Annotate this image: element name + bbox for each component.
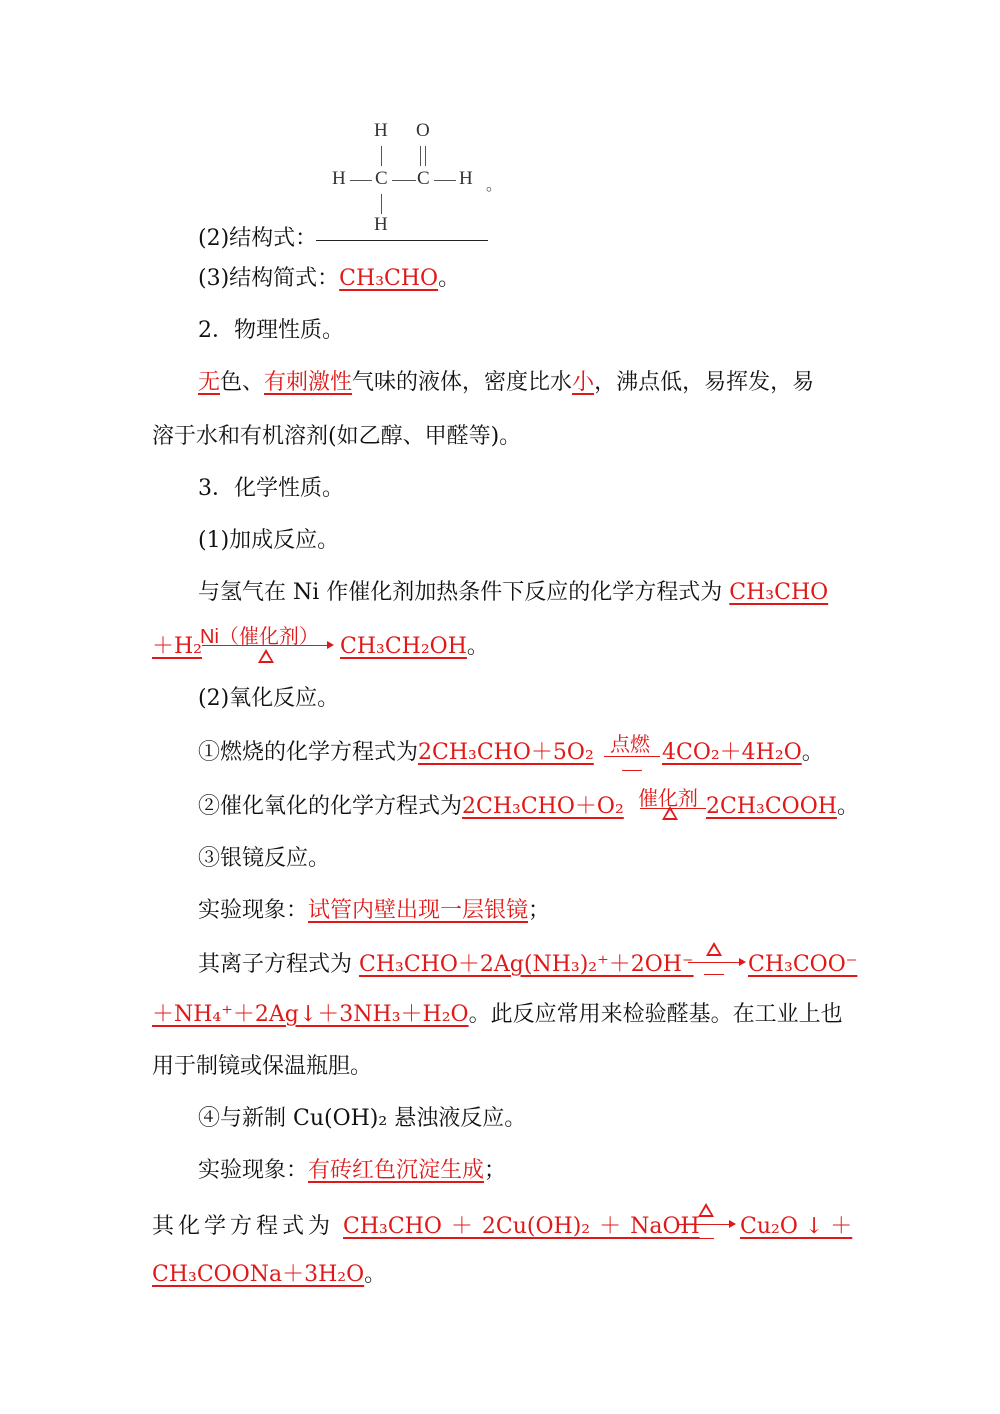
combustion-desc: ①燃烧的化学方程式为 <box>198 740 419 765</box>
silver-eq-a: CH₃CHO＋2Ag(NH₃)₂⁺＋2OH⁻ <box>359 952 694 977</box>
bond-h-3 <box>434 180 456 181</box>
observation-label: 实验现象： <box>198 1158 309 1183</box>
oxidation-heading: (2)氧化反应。 <box>198 686 340 711</box>
silver-ion-eq-line2 <box>152 1000 843 1030</box>
answer-pungent: 有刺激性 <box>264 370 353 395</box>
atom-h-bottom: H <box>374 214 388 235</box>
silver-observation-answer: 试管内壁出现一层银镜 <box>308 898 529 923</box>
bond-double-1 <box>420 146 421 166</box>
item3-answer: CH₃CHO <box>339 266 439 291</box>
section-physical-heading: 2．物理性质。 <box>198 318 344 343</box>
answer-colorless: 无 <box>198 370 221 395</box>
text-seg: 色、 <box>220 370 265 395</box>
atom-o-top: O <box>416 120 430 141</box>
addition-product-line <box>340 632 489 662</box>
catalytic-product-line <box>706 792 859 822</box>
bond-v-bottom <box>381 194 382 214</box>
silver-mirror-observation <box>198 896 550 926</box>
cuoh2-product-line1 <box>740 1212 852 1242</box>
observation-end: ； <box>484 1158 507 1183</box>
cuoh2-eq-line2 <box>152 1260 386 1290</box>
atom-c2: C <box>417 168 430 189</box>
silver-mirror-heading: ③银镜反应。 <box>198 846 331 871</box>
cuoh2-observation-answer: 有砖红色沉淀生成 <box>308 1158 485 1183</box>
item-structural-formula <box>198 224 317 254</box>
addition-eq-line <box>152 632 202 662</box>
cuoh2-observation <box>198 1156 506 1186</box>
observation-label: 实验现象： <box>198 898 309 923</box>
silver-heat-icon <box>706 942 722 956</box>
catalytic-condition: 催化剂 <box>638 788 698 810</box>
cuoh2-eq-line1 <box>152 1212 700 1242</box>
bond-h-2 <box>392 180 416 181</box>
catalytic-heat-icon <box>662 806 678 820</box>
bond-double-2 <box>425 146 426 166</box>
catalytic-desc: ②催化氧化的化学方程式为 <box>198 794 463 819</box>
cuoh2-eq-a: CH₃CHO ＋ 2Cu(OH)₂ ＋ NaOH <box>343 1214 700 1239</box>
combustion-eq-b: 4CO₂＋4H₂O <box>662 740 802 765</box>
combustion-product-line <box>662 738 824 768</box>
answer-blank <box>316 240 488 241</box>
addition-heat-icon <box>258 649 274 663</box>
combustion-end: 。 <box>801 740 824 765</box>
catalytic-oxidation-line <box>198 792 624 822</box>
item3-label: (3)结构简式： <box>198 266 340 291</box>
silver-eq-b: CH₃COO⁻ <box>748 952 858 977</box>
silver-line3: 用于制镜或保温瓶胆。 <box>152 1054 373 1079</box>
physical-props-line2: 溶于水和有机溶剂(如乙醇、甲醛等)。 <box>152 424 522 449</box>
addition-eq-c: CH₃CH₂OH <box>340 634 467 659</box>
physical-props-line1 <box>198 368 814 398</box>
combustion-eq-sign-top <box>604 756 660 757</box>
text-seg: ，沸点低，易挥发，易 <box>594 370 815 395</box>
item-simplified-formula <box>198 264 460 294</box>
atom-h-left: H <box>332 168 346 189</box>
item2-label: (2)结构式： <box>198 226 318 251</box>
text-seg: 气味的液体，密度比水 <box>352 370 573 395</box>
cuoh2-arrow <box>678 1224 734 1225</box>
bond-h-1 <box>350 180 372 181</box>
addition-eq-b: ＋H₂ <box>152 634 203 659</box>
cuoh2-eq-b: Cu₂O ↓ ＋ <box>740 1214 853 1239</box>
section-chemical-heading: 3．化学性质。 <box>198 476 344 501</box>
cuoh2-heading: ④与新制 Cu(OH)₂ 悬浊液反应。 <box>198 1106 527 1131</box>
addition-end: 。 <box>466 634 489 659</box>
silver-tail: 。此反应常用来检验醛基。在工业上也 <box>468 1002 843 1027</box>
catalytic-eq-b: 2CH₃COOH <box>706 794 837 819</box>
addition-eq-a: CH₃CHO <box>729 580 829 605</box>
atom-h-right: H <box>459 168 473 189</box>
cuoh2-end: 。 <box>364 1262 387 1287</box>
cuoh2-desc: 其化学方程式为 <box>152 1214 335 1239</box>
bond-v-top <box>381 146 382 166</box>
combustion-line <box>198 738 594 768</box>
observation-end: ； <box>528 898 551 923</box>
silver-arrow-underline <box>704 974 724 975</box>
addition-condition: Ni（催化剂） <box>200 626 319 648</box>
structure-end-mark: 。 <box>486 177 503 194</box>
addition-heading: (1)加成反应。 <box>198 528 340 553</box>
addition-desc: 与氢气在 Ni 作催化剂加热条件下反应的化学方程式为 <box>198 580 723 605</box>
cuoh2-eq-c: CH₃COONa＋3H₂O <box>152 1262 365 1287</box>
silver-eq-c: ＋NH₄⁺＋2Ag↓＋3NH₃＋H₂O <box>152 1002 469 1027</box>
item3-end: 。 <box>438 266 461 291</box>
cuoh2-arrow-underline <box>694 1238 714 1239</box>
silver-ion-eq-line1 <box>198 950 694 980</box>
silver-arrow <box>688 962 744 963</box>
cuoh2-heat-icon <box>698 1203 714 1217</box>
atom-c1: C <box>375 168 388 189</box>
addition-arrow <box>202 645 332 646</box>
catalytic-eq-a: 2CH₃CHO＋O₂ <box>462 794 624 819</box>
answer-smaller: 小 <box>572 370 595 395</box>
atom-h-top: H <box>374 120 388 141</box>
ion-eq-desc: 其离子方程式为 <box>198 952 353 977</box>
silver-product-line1 <box>748 950 857 980</box>
combustion-condition: 点燃 <box>610 734 650 756</box>
catalytic-end: 。 <box>836 794 859 819</box>
combustion-eq-sign-bottom <box>622 770 642 771</box>
addition-text <box>198 578 828 608</box>
combustion-eq-a: 2CH₃CHO＋5O₂ <box>418 740 594 765</box>
